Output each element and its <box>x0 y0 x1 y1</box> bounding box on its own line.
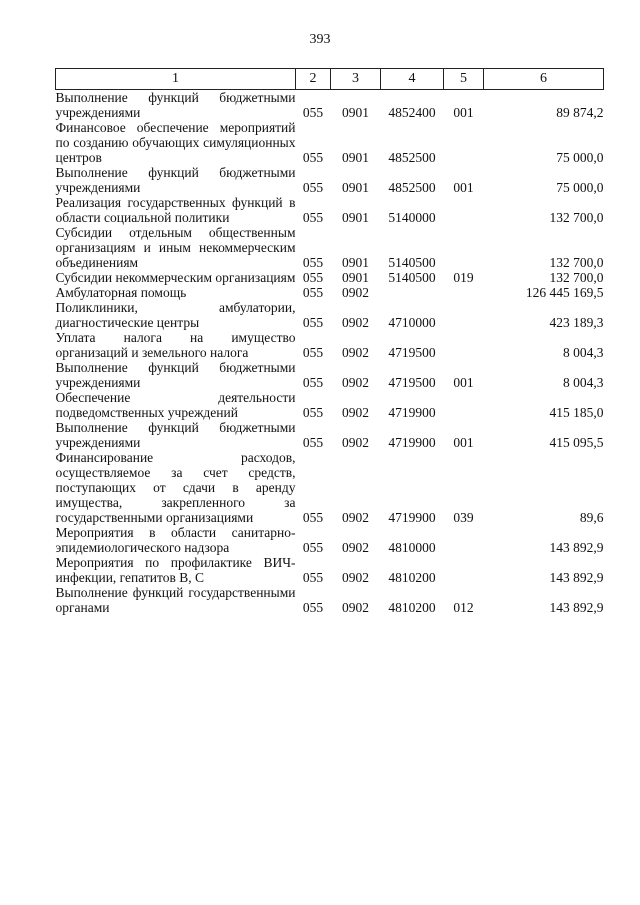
column-header: 4 <box>381 69 444 90</box>
expense-type-code <box>444 390 484 420</box>
header-row <box>56 69 604 90</box>
ministry-code: 055 <box>302 540 324 555</box>
target-code: 4810200 <box>388 570 436 585</box>
amount: 132 700,0 <box>549 255 604 270</box>
amount: 415 185,0 <box>549 405 604 420</box>
row-description: Выполнение функций бюджетными учреждениями <box>55 90 296 120</box>
target-code: 4719500 <box>388 375 436 390</box>
section-code: 0901 <box>342 255 369 270</box>
expense-type-code: 001 <box>453 435 474 450</box>
target-code: 5140000 <box>388 210 436 225</box>
expense-type-code <box>444 555 484 585</box>
row-description: Субсидии некоммерческим организациям <box>55 270 296 285</box>
section-code: 0902 <box>342 540 369 555</box>
expense-type-code <box>444 525 484 555</box>
table-row <box>56 555 604 585</box>
ministry-code: 055 <box>302 210 324 225</box>
expense-type-code <box>444 330 484 360</box>
page-number: 393 <box>309 32 331 47</box>
amount: 143 892,9 <box>549 600 604 615</box>
ministry-code: 055 <box>302 285 324 300</box>
table-row <box>56 225 604 270</box>
ministry-code: 055 <box>302 180 324 195</box>
table-row <box>56 300 604 330</box>
expense-type-code: 001 <box>453 375 474 390</box>
expense-type-code: 001 <box>453 105 474 120</box>
amount: 132 700,0 <box>549 270 604 285</box>
table-row <box>56 420 604 450</box>
section-code: 0901 <box>342 270 369 285</box>
target-code: 4810000 <box>388 540 436 555</box>
table-row <box>56 585 604 615</box>
row-description: Выполнение функций бюджетными учреждениями <box>55 360 296 390</box>
ministry-code: 055 <box>302 510 324 525</box>
row-description: Финансовое обеспечение мероприятий по созданию обучающих симуляционных центров <box>55 120 296 165</box>
table-row <box>56 165 604 195</box>
section-code: 0902 <box>342 375 369 390</box>
target-code: 4810200 <box>388 600 436 615</box>
expense-type-code <box>444 120 484 165</box>
expense-type-code <box>444 300 484 330</box>
target-code: 4719900 <box>388 405 436 420</box>
target-code: 4852500 <box>388 150 436 165</box>
table-row <box>56 525 604 555</box>
column-header: 3 <box>331 69 381 90</box>
column-header: 1 <box>56 69 296 90</box>
ministry-code: 055 <box>302 345 324 360</box>
target-code: 4719500 <box>388 345 436 360</box>
ministry-code: 055 <box>302 435 324 450</box>
section-code: 0902 <box>342 435 369 450</box>
target-code: 4852500 <box>388 180 436 195</box>
target-code <box>381 285 444 300</box>
row-description: Реализация государственных функций в области социальной политики <box>55 195 296 225</box>
expense-type-code <box>444 285 484 300</box>
row-description: Уплата налога на имущество организаций и земельного налога <box>55 330 296 360</box>
ministry-code: 055 <box>302 570 324 585</box>
ministry-code: 055 <box>302 150 324 165</box>
table-row <box>56 285 604 300</box>
section-code: 0901 <box>342 105 369 120</box>
amount: 8 004,3 <box>563 375 604 390</box>
expense-type-code: 001 <box>453 180 474 195</box>
column-header: 2 <box>296 69 331 90</box>
table-row <box>56 390 604 420</box>
ministry-code: 055 <box>302 405 324 420</box>
ministry-code: 055 <box>302 375 324 390</box>
target-code: 4719900 <box>388 510 436 525</box>
target-code: 4719900 <box>388 435 436 450</box>
amount: 415 095,5 <box>549 435 604 450</box>
amount: 8 004,3 <box>563 345 604 360</box>
amount: 89 874,2 <box>556 105 604 120</box>
amount: 126 445 169,5 <box>525 285 604 300</box>
table-row <box>56 270 604 285</box>
row-description: Выполнение функций бюджетными учреждениями <box>55 165 296 195</box>
amount: 75 000,0 <box>556 150 604 165</box>
section-code: 0901 <box>342 150 369 165</box>
ministry-code: 055 <box>302 105 324 120</box>
target-code: 5140500 <box>388 270 436 285</box>
row-description: Выполнение функций государственными органами <box>55 585 296 615</box>
expense-type-code: 039 <box>453 510 474 525</box>
section-code: 0901 <box>342 180 369 195</box>
table-row <box>56 330 604 360</box>
row-description: Обеспечение деятельности подведомственных учреждений <box>55 390 296 420</box>
row-description: Финансирование расходов, осуществляемое за счет средств, поступающих от сдачи в аренду имущества, закрепленного за государственными организациями <box>55 450 296 525</box>
table-row <box>56 450 604 525</box>
section-code: 0902 <box>342 315 369 330</box>
section-code: 0902 <box>342 345 369 360</box>
expense-type-code <box>444 195 484 225</box>
section-code: 0902 <box>342 510 369 525</box>
amount: 143 892,9 <box>549 570 604 585</box>
ministry-code: 055 <box>302 315 324 330</box>
expense-type-code <box>444 225 484 270</box>
section-code: 0902 <box>342 405 369 420</box>
section-code: 0902 <box>342 600 369 615</box>
table-row <box>56 360 604 390</box>
row-description: Амбулаторная помощь <box>55 285 187 300</box>
ministry-code: 055 <box>302 270 324 285</box>
table-row <box>56 195 604 225</box>
section-code: 0902 <box>342 570 369 585</box>
row-description: Мероприятия в области санитарно-эпидемиологического надзора <box>55 525 296 555</box>
table-row <box>56 90 604 121</box>
row-description: Субсидии отдельным общественным организациям и иным некоммерческим объединениям <box>55 225 296 270</box>
row-description: Мероприятия по профилактике ВИЧ-инфекции, гепатитов В, С <box>55 555 296 585</box>
ministry-code: 055 <box>302 600 324 615</box>
target-code: 4710000 <box>388 315 436 330</box>
section-code: 0902 <box>342 285 369 300</box>
section-code: 0901 <box>342 210 369 225</box>
row-description: Поликлиники, амбулатории, диагностические центры <box>55 300 296 330</box>
row-description: Выполнение функций бюджетными учреждениями <box>55 420 296 450</box>
expense-type-code: 019 <box>453 270 474 285</box>
amount: 89,6 <box>579 510 604 525</box>
column-header: 6 <box>484 69 604 90</box>
ministry-code: 055 <box>302 255 324 270</box>
table-row <box>56 120 604 165</box>
amount: 75 000,0 <box>556 180 604 195</box>
expense-type-code: 012 <box>453 600 474 615</box>
amount: 143 892,9 <box>549 540 604 555</box>
target-code: 5140500 <box>388 255 436 270</box>
target-code: 4852400 <box>388 105 436 120</box>
amount: 423 189,3 <box>549 315 604 330</box>
amount: 132 700,0 <box>549 210 604 225</box>
budget-table <box>55 68 604 615</box>
column-header: 5 <box>444 69 484 90</box>
